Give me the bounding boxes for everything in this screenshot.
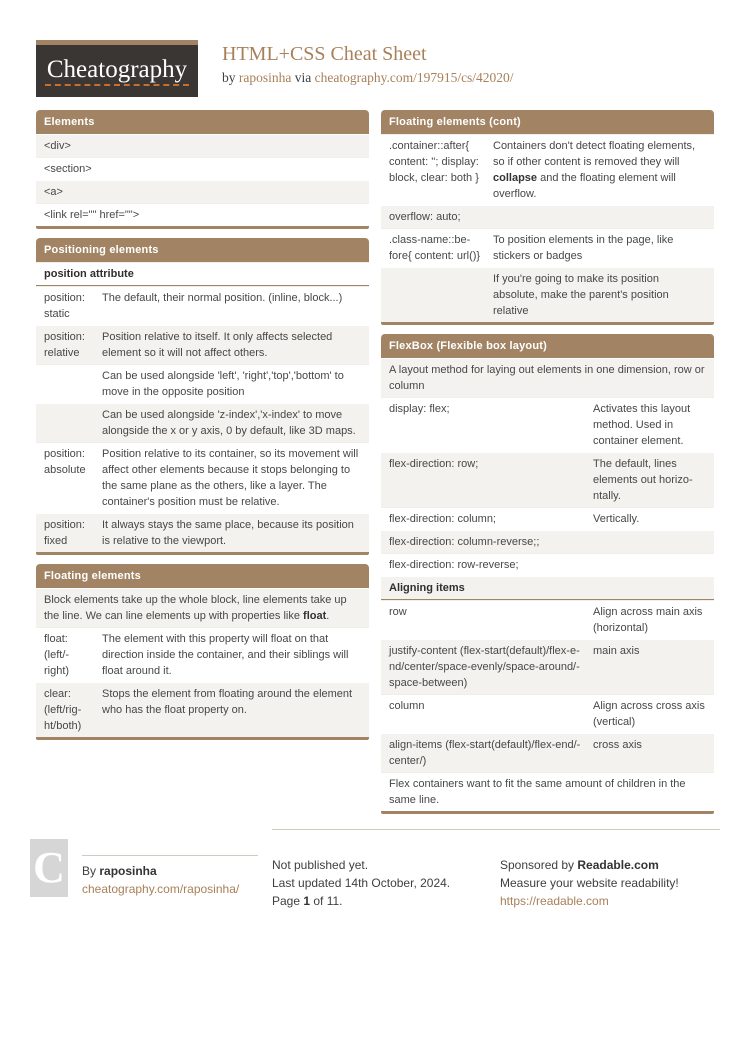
- table-row: [381, 530, 714, 553]
- row-text: <section>: [44, 163, 92, 175]
- row-value: Activates this layout method. Used in container element.: [593, 403, 691, 447]
- row-value: main axis: [593, 645, 640, 657]
- footer-status-block: [272, 829, 500, 910]
- row-value: The element with this property will float on that direction inside the container, and their siblings will float around it.: [102, 633, 349, 677]
- byline: [222, 70, 514, 86]
- row-key: clear: (left/rig-ht/both): [44, 688, 82, 732]
- table-row: [36, 364, 369, 403]
- footer-author-text: [82, 855, 258, 898]
- row-text: overflow: auto;: [389, 211, 461, 223]
- page-footer: [0, 823, 750, 910]
- section-elements: [36, 110, 369, 229]
- cheatography-c-icon: C: [30, 839, 68, 897]
- row-value: To position elements in the page, like stickers or badges: [493, 234, 674, 262]
- table-row: [36, 180, 369, 203]
- row-value: Containers don't detect floating elements, so if other content is removed they will collapse and the floating element will overflow.: [493, 140, 696, 200]
- row-value: Stops the element from floating around the element who has the float property on.: [102, 688, 353, 716]
- cheatography-logo[interactable]: [36, 40, 198, 97]
- row-key: flex-direction: row;: [389, 458, 479, 470]
- last-updated: Last updated 14th October, 2024.: [272, 876, 451, 890]
- cheatography-logo-text: Cheatography: [45, 56, 189, 87]
- table-row: [381, 267, 714, 322]
- row-key: flex-direction: column;: [389, 513, 496, 525]
- row-text: Flex containers want to fit the same amount of children in the same line.: [389, 778, 686, 806]
- table-row: [381, 733, 714, 772]
- table-row: [36, 442, 369, 513]
- table-row: [381, 397, 714, 452]
- row-value: It always stays the same place, because its position is relative to the viewport.: [102, 519, 354, 547]
- footer-author-profile-link[interactable]: cheatography.com/raposinha/: [82, 882, 240, 896]
- section-floating: [36, 564, 369, 740]
- footer-by-line: By raposinha: [82, 864, 157, 878]
- footer-sponsor-block: [500, 829, 720, 910]
- row-value: Position relative to itself. It only affects selected element so it will not affect others.: [102, 331, 333, 359]
- left-column: [36, 110, 369, 749]
- row-key: position: relative: [44, 331, 85, 359]
- row-value: Can be used alongside 'z-index','x-index' to move alongside the x or y axis, 0 by default, like 3D maps.: [102, 409, 356, 437]
- row-value: Can be used alongside 'left', 'right','top','bottom' to move in the opposite position: [102, 370, 344, 398]
- byline-via-label: via: [294, 70, 312, 85]
- row-key: float: (left/-right): [44, 633, 70, 677]
- section-header: FlexBox (Flexible box layout): [381, 334, 714, 358]
- row-key: position: fixed: [44, 519, 85, 547]
- byline-by-label: by: [222, 70, 236, 85]
- sponsor-line: Sponsored by Readable.com: [500, 858, 659, 872]
- row-text: Block elements take up the whole block, line elements take up the line. We can line elements up with properties like float.: [44, 594, 347, 622]
- table-row: [36, 286, 369, 325]
- table-row: [381, 507, 714, 530]
- table-subheader-row: [36, 262, 369, 286]
- footer-author-block: [30, 829, 272, 898]
- row-key: [389, 271, 485, 319]
- page-header: [0, 0, 750, 97]
- table-row: [381, 228, 714, 267]
- row-value: Position relative to its container, so its movement will affect other elements because it stops belonging to the same plane as the others, like a layer. The container's position must be relative.: [102, 448, 359, 508]
- row-value: Align across cross axis (vertical): [593, 700, 705, 728]
- title-block: [222, 40, 514, 86]
- row-key: [44, 368, 94, 400]
- table-row: [36, 157, 369, 180]
- table-row: [36, 682, 369, 737]
- table-row: [36, 403, 369, 442]
- row-text: <div>: [44, 140, 71, 152]
- table-row: [36, 325, 369, 364]
- table-row: [36, 588, 369, 627]
- table-row: [36, 134, 369, 157]
- content-columns: [0, 97, 750, 823]
- source-link[interactable]: cheatography.com/197915/cs/42020/: [314, 70, 514, 85]
- author-link[interactable]: raposinha: [238, 70, 292, 85]
- page-number: Page 1 of 11.: [272, 894, 343, 908]
- table-row: [36, 203, 369, 226]
- section-header: Floating elements: [36, 564, 369, 588]
- table-row: [381, 134, 714, 205]
- sponsor-tagline: Measure your website readability!: [500, 876, 679, 890]
- sponsor-link[interactable]: https://readable.com: [500, 894, 609, 908]
- table-row: [36, 627, 369, 682]
- row-key: row: [389, 606, 407, 618]
- section-header: Positioning elements: [36, 238, 369, 262]
- section-positioning: [36, 238, 369, 555]
- page-title: HTML+CSS Cheat Sheet: [222, 43, 427, 65]
- row-value: Vertically.: [593, 513, 640, 525]
- table-row: [381, 553, 714, 576]
- row-value: cross axis: [593, 739, 642, 751]
- row-key: justify-content (flex-start(default)/flex-e-nd/center/space-evenly/space-around/-space-between): [389, 645, 580, 689]
- table-row: [381, 358, 714, 397]
- publish-status: Not published yet.: [272, 858, 369, 872]
- section-floating_cont: [381, 110, 714, 325]
- section-header: Floating elements (cont): [381, 110, 714, 134]
- row-value: The default, their normal position. (inline, block...): [102, 292, 343, 304]
- right-column: [381, 110, 714, 823]
- row-value: If you're going to make its position absolute, make the parent's position relative: [493, 273, 669, 317]
- row-text: <link rel="" href="">: [44, 209, 140, 221]
- table-row: [36, 513, 369, 552]
- table-row: [381, 452, 714, 507]
- row-text: flex-direction: row-reverse;: [389, 559, 519, 571]
- row-text: flex-direction: column-reverse;;: [389, 536, 540, 548]
- table-row: [381, 772, 714, 811]
- row-key: .container::after{ content: ''; display: block, clear: both }: [389, 140, 479, 184]
- section-flexbox: [381, 334, 714, 814]
- row-key: display: flex;: [389, 403, 450, 415]
- row-key: [44, 407, 94, 439]
- row-value: Align across main axis (horizontal): [593, 606, 703, 634]
- row-key: .class-name::be-fore{ content: url()}: [389, 234, 481, 262]
- table-row: [381, 639, 714, 694]
- row-key: align-items (flex-start(default)/flex-end/-center/): [389, 739, 581, 767]
- row-key: position: static: [44, 292, 85, 320]
- table-row: [381, 600, 714, 639]
- row-key: column: [389, 700, 425, 712]
- subheader-label: position attribute: [44, 268, 134, 280]
- table-row: [381, 205, 714, 228]
- row-text: <a>: [44, 186, 63, 198]
- table-row: [381, 694, 714, 733]
- table-subheader-row: [381, 576, 714, 600]
- row-value: The default, lines elements out horizo-ntally.: [593, 458, 693, 502]
- subheader-label: Aligning items: [389, 582, 465, 594]
- section-header: Elements: [36, 110, 369, 134]
- row-key: position: absolute: [44, 448, 86, 476]
- row-text: A layout method for laying out elements in one dimension, row or column: [389, 364, 705, 392]
